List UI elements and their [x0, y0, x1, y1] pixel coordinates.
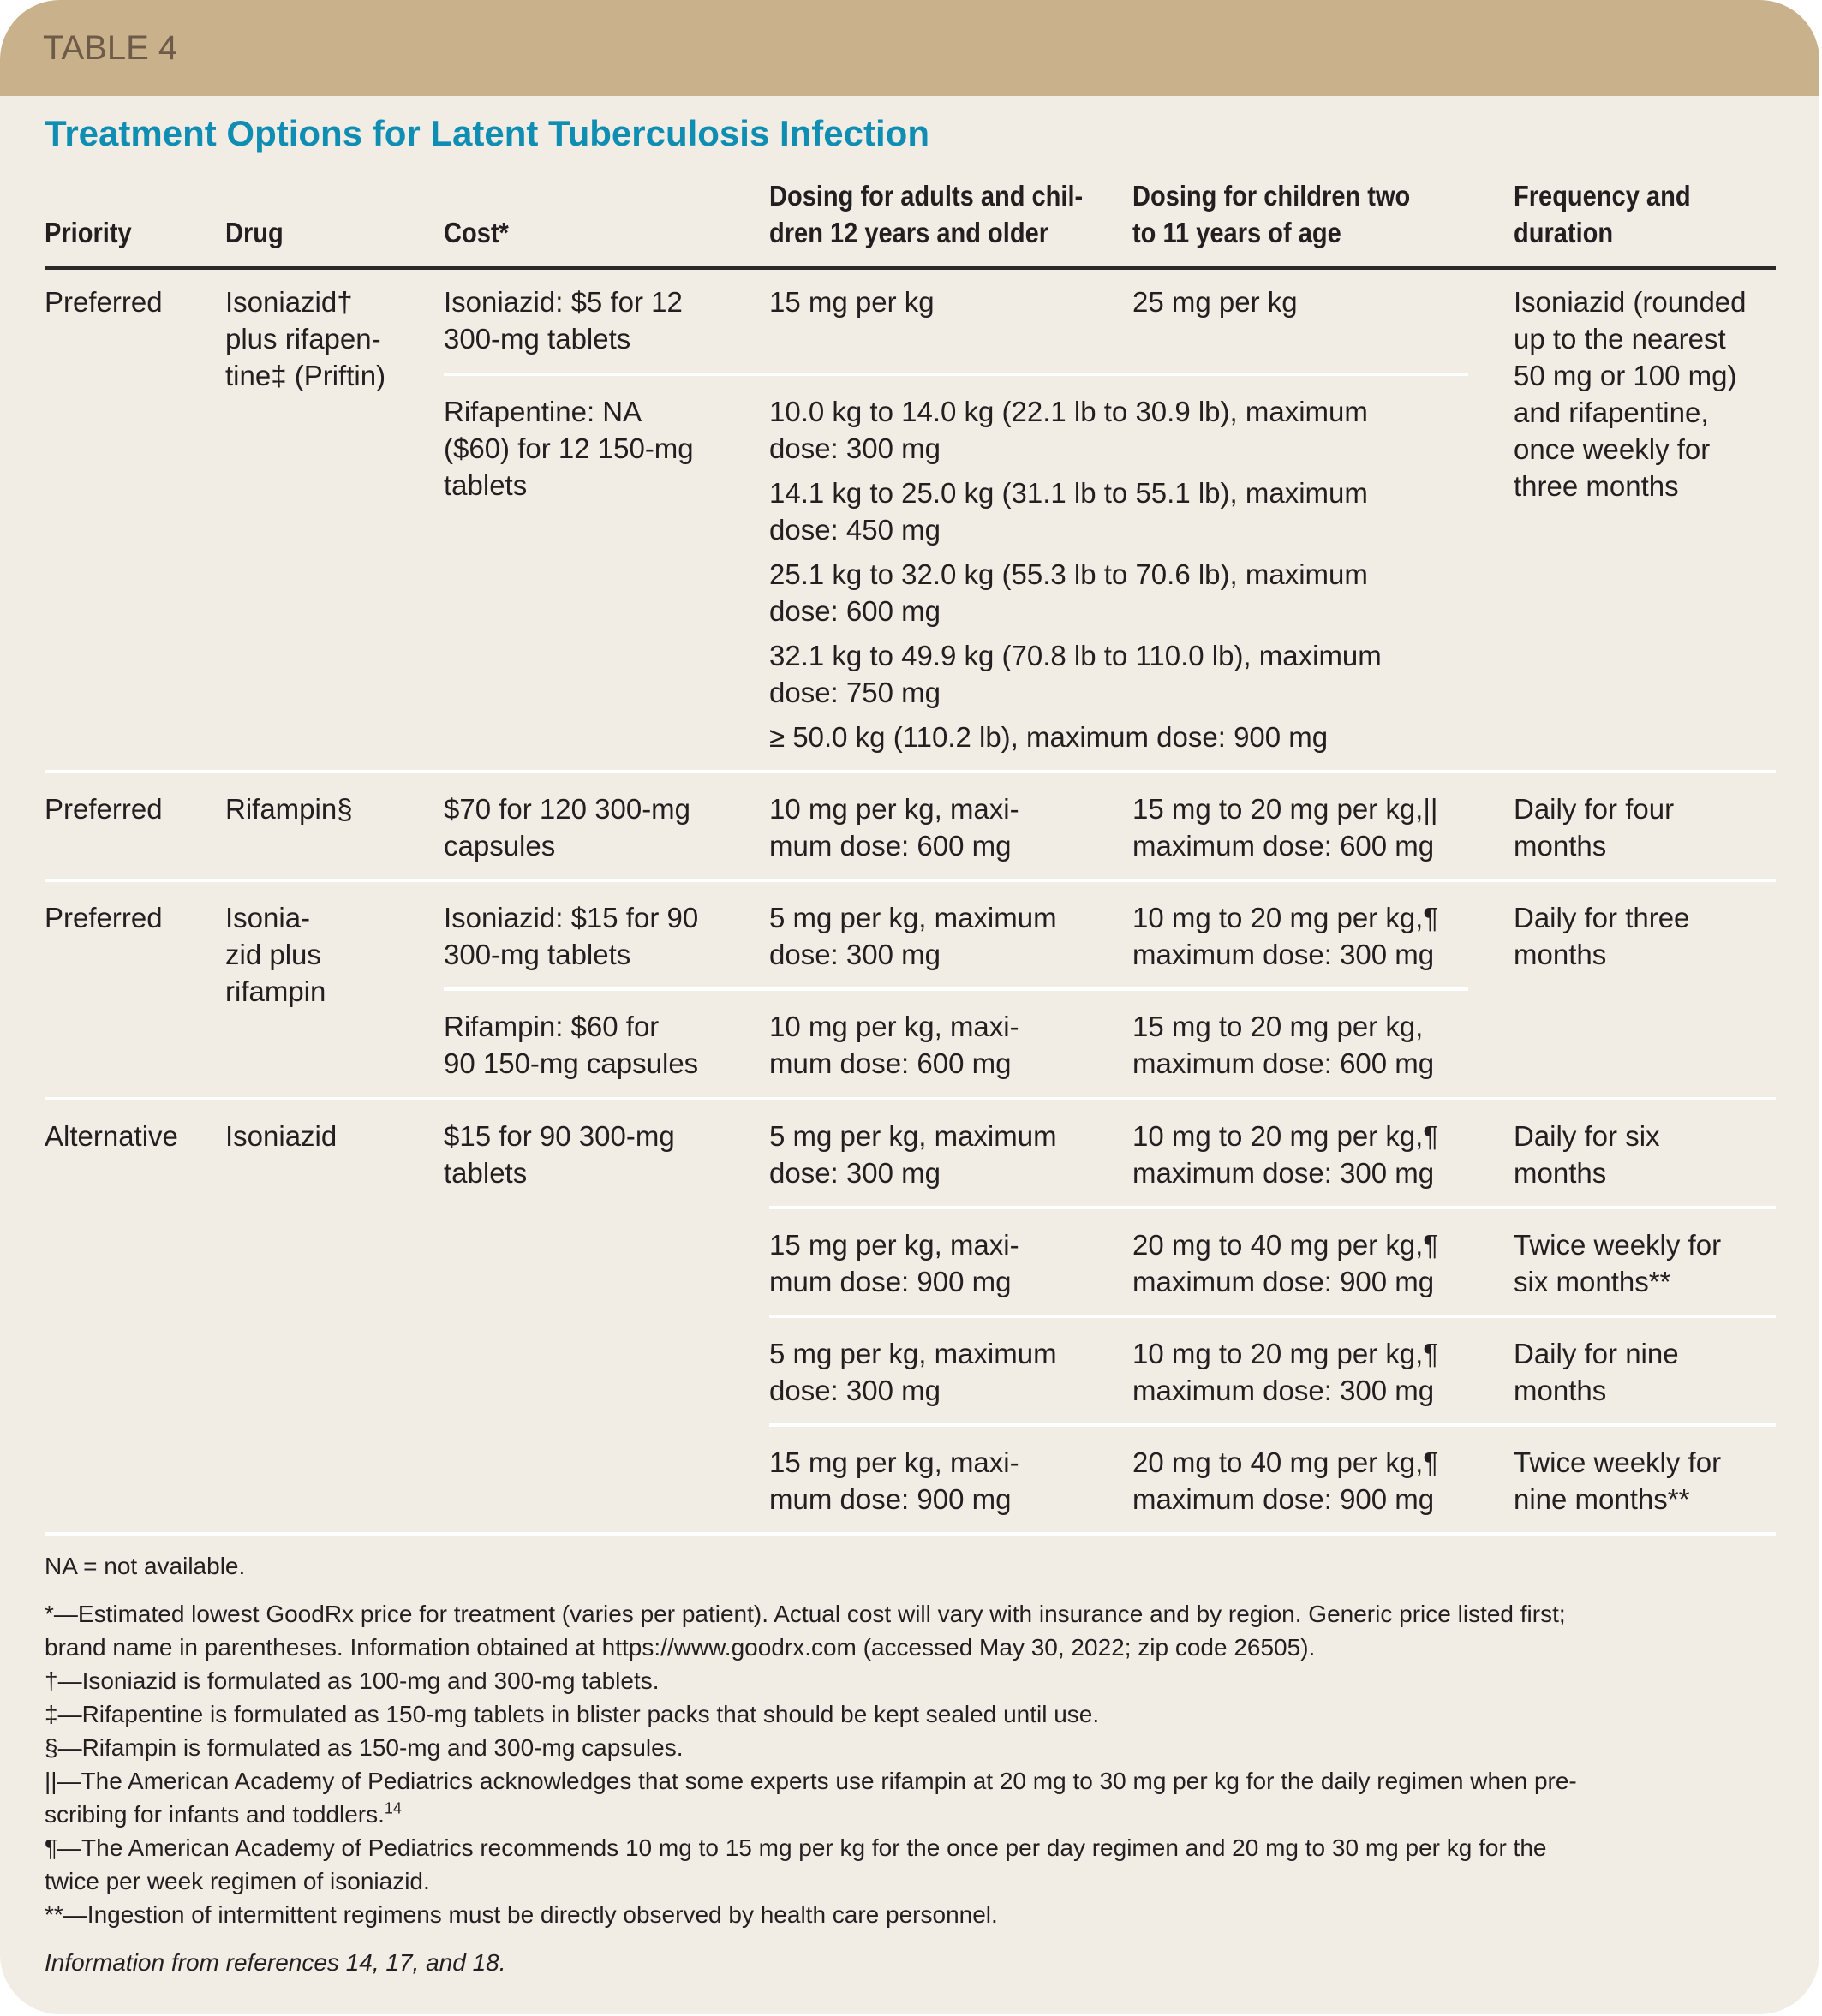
header-adult-dosing-line2: dren 12 years and older [769, 217, 1049, 248]
footnote-pipes-line2 [45, 1798, 402, 1831]
row3-cost-b-line1: Rifampin: $60 for [444, 1011, 660, 1042]
header-adult-dosing-line1: Dosing for adults and chil- [769, 180, 1084, 212]
regimen2-adult-line1: 15 mg per kg, maxi- [769, 1229, 1019, 1261]
footnote-pipes-line1: ||—The American Academy of Pediatrics acknowledges that some experts use rifampin at 20 mg to 30 mg per kg for the daily regimen when pre- [45, 1768, 1577, 1794]
reference-superscript: 14 [384, 1799, 402, 1817]
row-divider [45, 1097, 1776, 1100]
regimen2-child-line2: maximum dose: 900 mg [1132, 1266, 1435, 1297]
row3-child-b-line1: 15 mg to 20 mg per kg, [1132, 1011, 1424, 1042]
row1-drug-line2: plus rifapen- [225, 323, 381, 355]
footnote-double-dagger: ‡—Rifapentine is formulated as 150-mg tablets in blister packs that should be kept sealed until use. [45, 1701, 1100, 1727]
weight-dose-4-line2: dose: 750 mg [769, 677, 941, 708]
row1-cost-a-line1: Isoniazid: $5 for 12 [444, 286, 683, 318]
regimen1-adult-line2: dose: 300 mg [769, 1157, 941, 1189]
row3-cost-b-line2: 90 150-mg capsules [444, 1047, 699, 1079]
weight-dose-3-line1: 25.1 kg to 32.0 kg (55.3 lb to 70.6 lb), maximum [769, 558, 1368, 590]
row3-adult-a-line2: dose: 300 mg [769, 939, 941, 970]
regimen3-frequency-line1: Daily for nine [1514, 1338, 1679, 1369]
regimen2-child-line1: 20 mg to 40 mg per kg,¶ [1132, 1229, 1439, 1261]
row4-drug: Isoniazid [225, 1120, 338, 1152]
regimen3-adult-line1: 5 mg per kg, maximum [769, 1338, 1057, 1369]
footnote-na: NA = not available. [45, 1553, 246, 1579]
row1-cost-b-line3: tablets [444, 469, 528, 501]
row1-drug-line3: tine‡ (Priftin) [225, 360, 386, 391]
footnote-pilcrow-line1: ¶—The American Academy of Pediatrics recommends 10 mg to 15 mg per kg for the once per day regimen and 20 mg to 30 mg per kg for the [45, 1834, 1547, 1861]
row-divider [45, 879, 1776, 882]
regimen3-child-line2: maximum dose: 300 mg [1132, 1375, 1435, 1406]
row1-subdivider [444, 373, 1468, 376]
regimen-divider [769, 1206, 1776, 1209]
row2-frequency-line1: Daily for four [1514, 793, 1675, 825]
regimen4-frequency-line1: Twice weekly for [1514, 1446, 1722, 1478]
row3-cost-a-line1: Isoniazid: $15 for 90 [444, 902, 699, 933]
row3-frequency-line2: months [1514, 939, 1607, 970]
row1-frequency-line2: up to the nearest [1514, 323, 1726, 355]
weight-dose-1-line2: dose: 300 mg [769, 432, 941, 464]
regimen4-adult-line1: 15 mg per kg, maxi- [769, 1446, 1019, 1478]
weight-dose-2-line2: dose: 450 mg [769, 514, 941, 546]
row3-child-a-line2: maximum dose: 300 mg [1132, 939, 1435, 970]
row3-drug-line1: Isonia- [225, 902, 311, 933]
header-drug: Drug [225, 217, 284, 248]
row2-adult-line1: 10 mg per kg, maxi- [769, 793, 1019, 825]
regimen3-adult-line2: dose: 300 mg [769, 1375, 941, 1406]
header-band [0, 0, 1819, 96]
table-title: Treatment Options for Latent Tuberculosis Infection [45, 113, 929, 153]
row3-cost-a-line2: 300-mg tablets [444, 939, 631, 970]
header-child-dosing-line1: Dosing for children two [1132, 180, 1411, 212]
row4-cost-line1: $15 for 90 300-mg [444, 1120, 675, 1152]
weight-dose-5: ≥ 50.0 kg (110.2 lb), maximum dose: 900 mg [769, 721, 1329, 753]
footnote-pipes-text: scribing for infants and toddlers. [45, 1801, 385, 1828]
row3-drug-line2: zid plus [225, 939, 321, 970]
weight-dose-2-line1: 14.1 kg to 25.0 kg (31.1 lb to 55.1 lb), maximum [769, 477, 1368, 509]
row1-drug-line1: Isoniazid† [225, 286, 353, 318]
regimen3-frequency-line2: months [1514, 1375, 1607, 1406]
row3-adult-b-line1: 10 mg per kg, maxi- [769, 1011, 1019, 1042]
regimen1-frequency-line2: months [1514, 1157, 1607, 1189]
footnote-star-line1: *—Estimated lowest GoodRx price for treatment (varies per patient). Actual cost will vary with insurance and by region. Generic price listed first; [45, 1601, 1566, 1627]
row2-adult-line2: mum dose: 600 mg [769, 830, 1012, 862]
row3-priority: Preferred [45, 902, 163, 933]
regimen1-child-line1: 10 mg to 20 mg per kg,¶ [1132, 1120, 1439, 1152]
footnote-pilcrow-line2: twice per week regimen of isoniazid. [45, 1868, 430, 1894]
weight-dose-3-line2: dose: 600 mg [769, 595, 941, 627]
footnote-double-star: **—Ingestion of intermittent regimens must be directly observed by health care personnel. [45, 1901, 998, 1928]
header-priority: Priority [45, 217, 132, 248]
row1-frequency-line6: three months [1514, 470, 1679, 502]
regimen1-frequency-line1: Daily for six [1514, 1120, 1660, 1152]
weight-dose-4-line1: 32.1 kg to 49.9 kg (70.8 lb to 110.0 lb), maximum [769, 640, 1382, 671]
table-bottom-rule [45, 1532, 1776, 1536]
regimen4-adult-line2: mum dose: 900 mg [769, 1483, 1012, 1515]
row2-cost-line2: capsules [444, 830, 556, 862]
regimen2-frequency-line1: Twice weekly for [1514, 1229, 1722, 1261]
row3-subdivider [444, 987, 1468, 991]
source-note: Information from references 14, 17, and 18. [45, 1949, 506, 1976]
row2-priority: Preferred [45, 793, 163, 825]
row-divider [45, 770, 1776, 773]
row2-drug: Rifampin§ [225, 793, 353, 825]
header-rule [45, 266, 1776, 270]
row1-frequency-line4: and rifapentine, [1514, 397, 1709, 428]
header-frequency-line1: Frequency and [1514, 180, 1691, 212]
row1-child-dose: 25 mg per kg [1132, 286, 1298, 318]
regimen2-adult-line2: mum dose: 900 mg [769, 1266, 1012, 1297]
row3-drug-line3: rifampin [225, 975, 326, 1007]
row1-adult-dose: 15 mg per kg [769, 286, 935, 318]
weight-dose-1-line1: 10.0 kg to 14.0 kg (22.1 lb to 30.9 lb), maximum [769, 396, 1368, 427]
table-label: TABLE 4 [43, 29, 178, 67]
row1-cost-b-line2: ($60) for 12 150-mg [444, 432, 694, 464]
row3-adult-a-line1: 5 mg per kg, maximum [769, 902, 1057, 933]
regimen-divider [769, 1315, 1776, 1318]
row1-frequency-line3: 50 mg or 100 mg) [1514, 360, 1737, 391]
regimen-divider [769, 1423, 1776, 1427]
regimen4-child-line2: maximum dose: 900 mg [1132, 1483, 1435, 1515]
footnote-section: §—Rifampin is formulated as 150-mg and 300-mg capsules. [45, 1734, 684, 1761]
row2-cost-line1: $70 for 120 300-mg [444, 793, 691, 825]
row3-adult-b-line2: mum dose: 600 mg [769, 1047, 1012, 1079]
row2-child-line2: maximum dose: 600 mg [1132, 830, 1435, 862]
regimen2-frequency-line2: six months** [1514, 1266, 1671, 1297]
row1-priority: Preferred [45, 286, 163, 318]
regimen4-child-line1: 20 mg to 40 mg per kg,¶ [1132, 1446, 1439, 1478]
row3-child-b-line2: maximum dose: 600 mg [1132, 1047, 1435, 1079]
row2-frequency-line2: months [1514, 830, 1607, 862]
header-child-dosing-line2: to 11 years of age [1132, 217, 1341, 248]
row3-child-a-line1: 10 mg to 20 mg per kg,¶ [1132, 902, 1439, 933]
footnote-dagger: †—Isoniazid is formulated as 100-mg and 300-mg tablets. [45, 1667, 660, 1694]
regimen1-child-line2: maximum dose: 300 mg [1132, 1157, 1435, 1189]
row1-cost-b-line1: Rifapentine: NA [444, 396, 642, 427]
row1-frequency-line5: once weekly for [1514, 433, 1711, 465]
header-frequency-line2: duration [1514, 217, 1614, 248]
regimen4-frequency-line2: nine months** [1514, 1483, 1690, 1515]
regimen1-adult-line1: 5 mg per kg, maximum [769, 1120, 1057, 1152]
header-cost: Cost* [444, 217, 509, 248]
row1-cost-a-line2: 300-mg tablets [444, 323, 631, 355]
row4-priority: Alternative [45, 1120, 178, 1152]
row3-frequency-line1: Daily for three [1514, 902, 1690, 933]
row1-frequency-line1: Isoniazid (rounded [1514, 286, 1747, 318]
footnote-star-line2: brand name in parentheses. Information obtained at https://www.goodrx.com (accessed May 30, 2022; zip code 26505). [45, 1634, 1316, 1661]
row4-cost-line2: tablets [444, 1157, 528, 1189]
row2-child-line1: 15 mg to 20 mg per kg,|| [1132, 793, 1438, 825]
regimen3-child-line1: 10 mg to 20 mg per kg,¶ [1132, 1338, 1439, 1369]
